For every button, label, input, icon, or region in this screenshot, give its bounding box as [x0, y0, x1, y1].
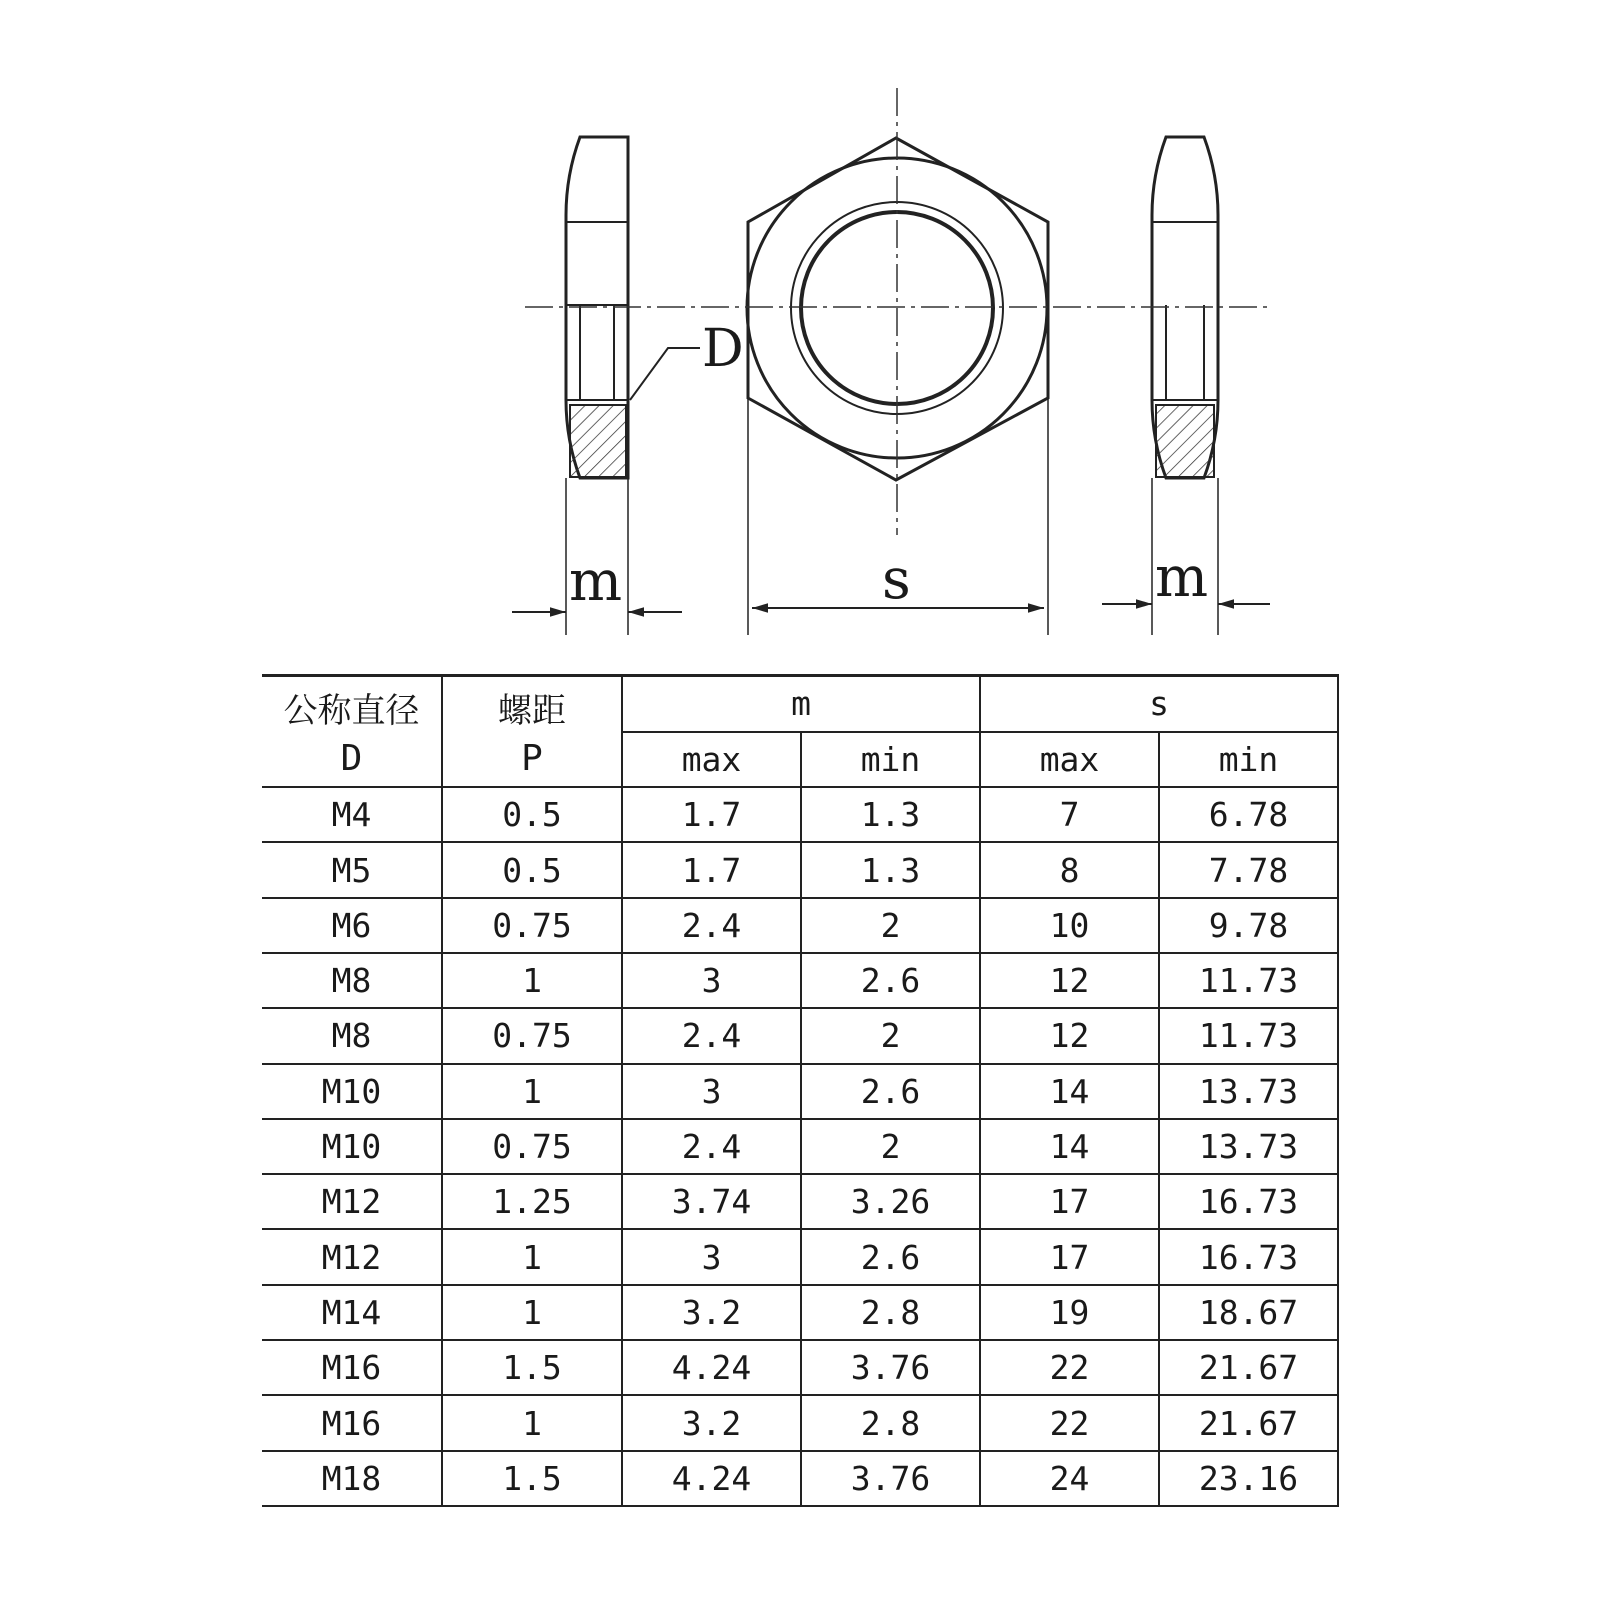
- cell-m-min: 3.76: [801, 1340, 980, 1395]
- cell-s-max: 12: [980, 953, 1159, 1008]
- cell-s-min: 7.78: [1159, 842, 1338, 897]
- cell-m-max: 1.7: [622, 842, 801, 897]
- header-pitch-cn: 螺距: [498, 690, 566, 731]
- cell-m-max: 2.4: [622, 1008, 801, 1063]
- cell-p: 0.5: [442, 842, 622, 897]
- cell-s-max: 14: [980, 1119, 1159, 1174]
- cell-m-min: 1.3: [801, 787, 980, 842]
- label-thread-D: D: [702, 319, 744, 379]
- header-diameter: [262, 676, 442, 788]
- table-row: [262, 1451, 1338, 1506]
- cell-s-min: 6.78: [1159, 787, 1338, 842]
- table-row: [262, 1174, 1338, 1229]
- cell-p: 0.75: [442, 1119, 622, 1174]
- cell-m-min: 2: [801, 898, 980, 953]
- cell-d: M4: [262, 787, 442, 842]
- cell-s-min: 23.16: [1159, 1451, 1338, 1506]
- cell-s-min: 11.73: [1159, 953, 1338, 1008]
- cell-m-max: 4.24: [622, 1340, 801, 1395]
- cell-m-min: 1.3: [801, 842, 980, 897]
- cell-p: 1: [442, 1229, 622, 1284]
- cell-m-max: 2.4: [622, 1119, 801, 1174]
- cell-d: M8: [262, 953, 442, 1008]
- table-row: [262, 1285, 1338, 1340]
- header-m-max: max: [622, 732, 801, 787]
- dimension-table: [262, 674, 1339, 1507]
- header-m-min: min: [801, 732, 980, 787]
- cell-p: 0.75: [442, 898, 622, 953]
- cell-p: 1.5: [442, 1340, 622, 1395]
- cell-m-max: 3.74: [622, 1174, 801, 1229]
- cell-m-min: 2.6: [801, 953, 980, 1008]
- cell-d: M5: [262, 842, 442, 897]
- cell-s-min: 9.78: [1159, 898, 1338, 953]
- cell-s-min: 13.73: [1159, 1064, 1338, 1119]
- label-m-left: m: [569, 549, 623, 614]
- cell-d: M12: [262, 1174, 442, 1229]
- table-header-row-1: [262, 676, 1338, 732]
- cell-d: M6: [262, 898, 442, 953]
- cell-s-min: 11.73: [1159, 1008, 1338, 1063]
- table-body: [262, 787, 1338, 1506]
- cell-m-min: 2.6: [801, 1064, 980, 1119]
- cell-m-max: 3: [622, 1229, 801, 1284]
- cell-m-max: 4.24: [622, 1451, 801, 1506]
- cell-s-max: 17: [980, 1229, 1159, 1284]
- cell-s-min: 18.67: [1159, 1285, 1338, 1340]
- table-row: [262, 1395, 1338, 1450]
- cell-m-max: 3: [622, 953, 801, 1008]
- table-row: [262, 1340, 1338, 1395]
- cell-m-min: 2: [801, 1119, 980, 1174]
- table-row: [262, 898, 1338, 953]
- cell-s-min: 13.73: [1159, 1119, 1338, 1174]
- cell-m-min: 3.76: [801, 1451, 980, 1506]
- cell-s-min: 21.67: [1159, 1340, 1338, 1395]
- cell-m-max: 3: [622, 1064, 801, 1119]
- cell-m-min: 2.8: [801, 1285, 980, 1340]
- cell-p: 1: [442, 953, 622, 1008]
- cell-s-max: 22: [980, 1395, 1159, 1450]
- cell-d: M10: [262, 1064, 442, 1119]
- cell-m-min: 3.26: [801, 1174, 980, 1229]
- cell-p: 1.25: [442, 1174, 622, 1229]
- cell-m-min: 2.6: [801, 1229, 980, 1284]
- cell-p: 0.75: [442, 1008, 622, 1063]
- header-diameter-cn: 公称直径: [283, 690, 420, 731]
- cell-s-max: 12: [980, 1008, 1159, 1063]
- cell-s-max: 10: [980, 898, 1159, 953]
- table-row: [262, 842, 1338, 897]
- cell-m-max: 3.2: [622, 1395, 801, 1450]
- header-s-max: max: [980, 732, 1159, 787]
- header-s-min: min: [1159, 732, 1338, 787]
- cell-m-min: 2: [801, 1008, 980, 1063]
- label-m-right: m: [1155, 545, 1209, 610]
- table-row: [262, 787, 1338, 842]
- cell-d: M10: [262, 1119, 442, 1174]
- cell-s-max: 19: [980, 1285, 1159, 1340]
- header-pitch: [442, 676, 622, 788]
- cell-d: M12: [262, 1229, 442, 1284]
- table-row: [262, 1229, 1338, 1284]
- cell-s-max: 22: [980, 1340, 1159, 1395]
- cell-s-max: 14: [980, 1064, 1159, 1119]
- cell-s-max: 24: [980, 1451, 1159, 1506]
- cell-m-max: 2.4: [622, 898, 801, 953]
- cell-s-min: 21.67: [1159, 1395, 1338, 1450]
- cell-d: M8: [262, 1008, 442, 1063]
- header-s-group: s: [980, 676, 1338, 732]
- label-s: s: [882, 547, 911, 612]
- cell-m-min: 2.8: [801, 1395, 980, 1450]
- cell-s-min: 16.73: [1159, 1174, 1338, 1229]
- cell-d: M18: [262, 1451, 442, 1506]
- header-m-group: m: [622, 676, 980, 732]
- cell-p: 0.5: [442, 787, 622, 842]
- cell-p: 1: [442, 1285, 622, 1340]
- cell-s-max: 7: [980, 787, 1159, 842]
- cell-d: M14: [262, 1285, 442, 1340]
- table-row: [262, 953, 1338, 1008]
- hex-nut-drawing: [0, 0, 1601, 680]
- cell-d: M16: [262, 1340, 442, 1395]
- cell-p: 1.5: [442, 1451, 622, 1506]
- header-diameter-sym: D: [340, 738, 363, 780]
- cell-s-max: 17: [980, 1174, 1159, 1229]
- cell-p: 1: [442, 1064, 622, 1119]
- table-row: [262, 1008, 1338, 1063]
- cell-s-min: 16.73: [1159, 1229, 1338, 1284]
- header-pitch-sym: P: [521, 738, 543, 780]
- cell-d: M16: [262, 1395, 442, 1450]
- cell-p: 1: [442, 1395, 622, 1450]
- cell-s-max: 8: [980, 842, 1159, 897]
- table-row: [262, 1119, 1338, 1174]
- table-row: [262, 1064, 1338, 1119]
- cell-m-max: 1.7: [622, 787, 801, 842]
- thread-leader: [630, 348, 700, 400]
- cell-m-max: 3.2: [622, 1285, 801, 1340]
